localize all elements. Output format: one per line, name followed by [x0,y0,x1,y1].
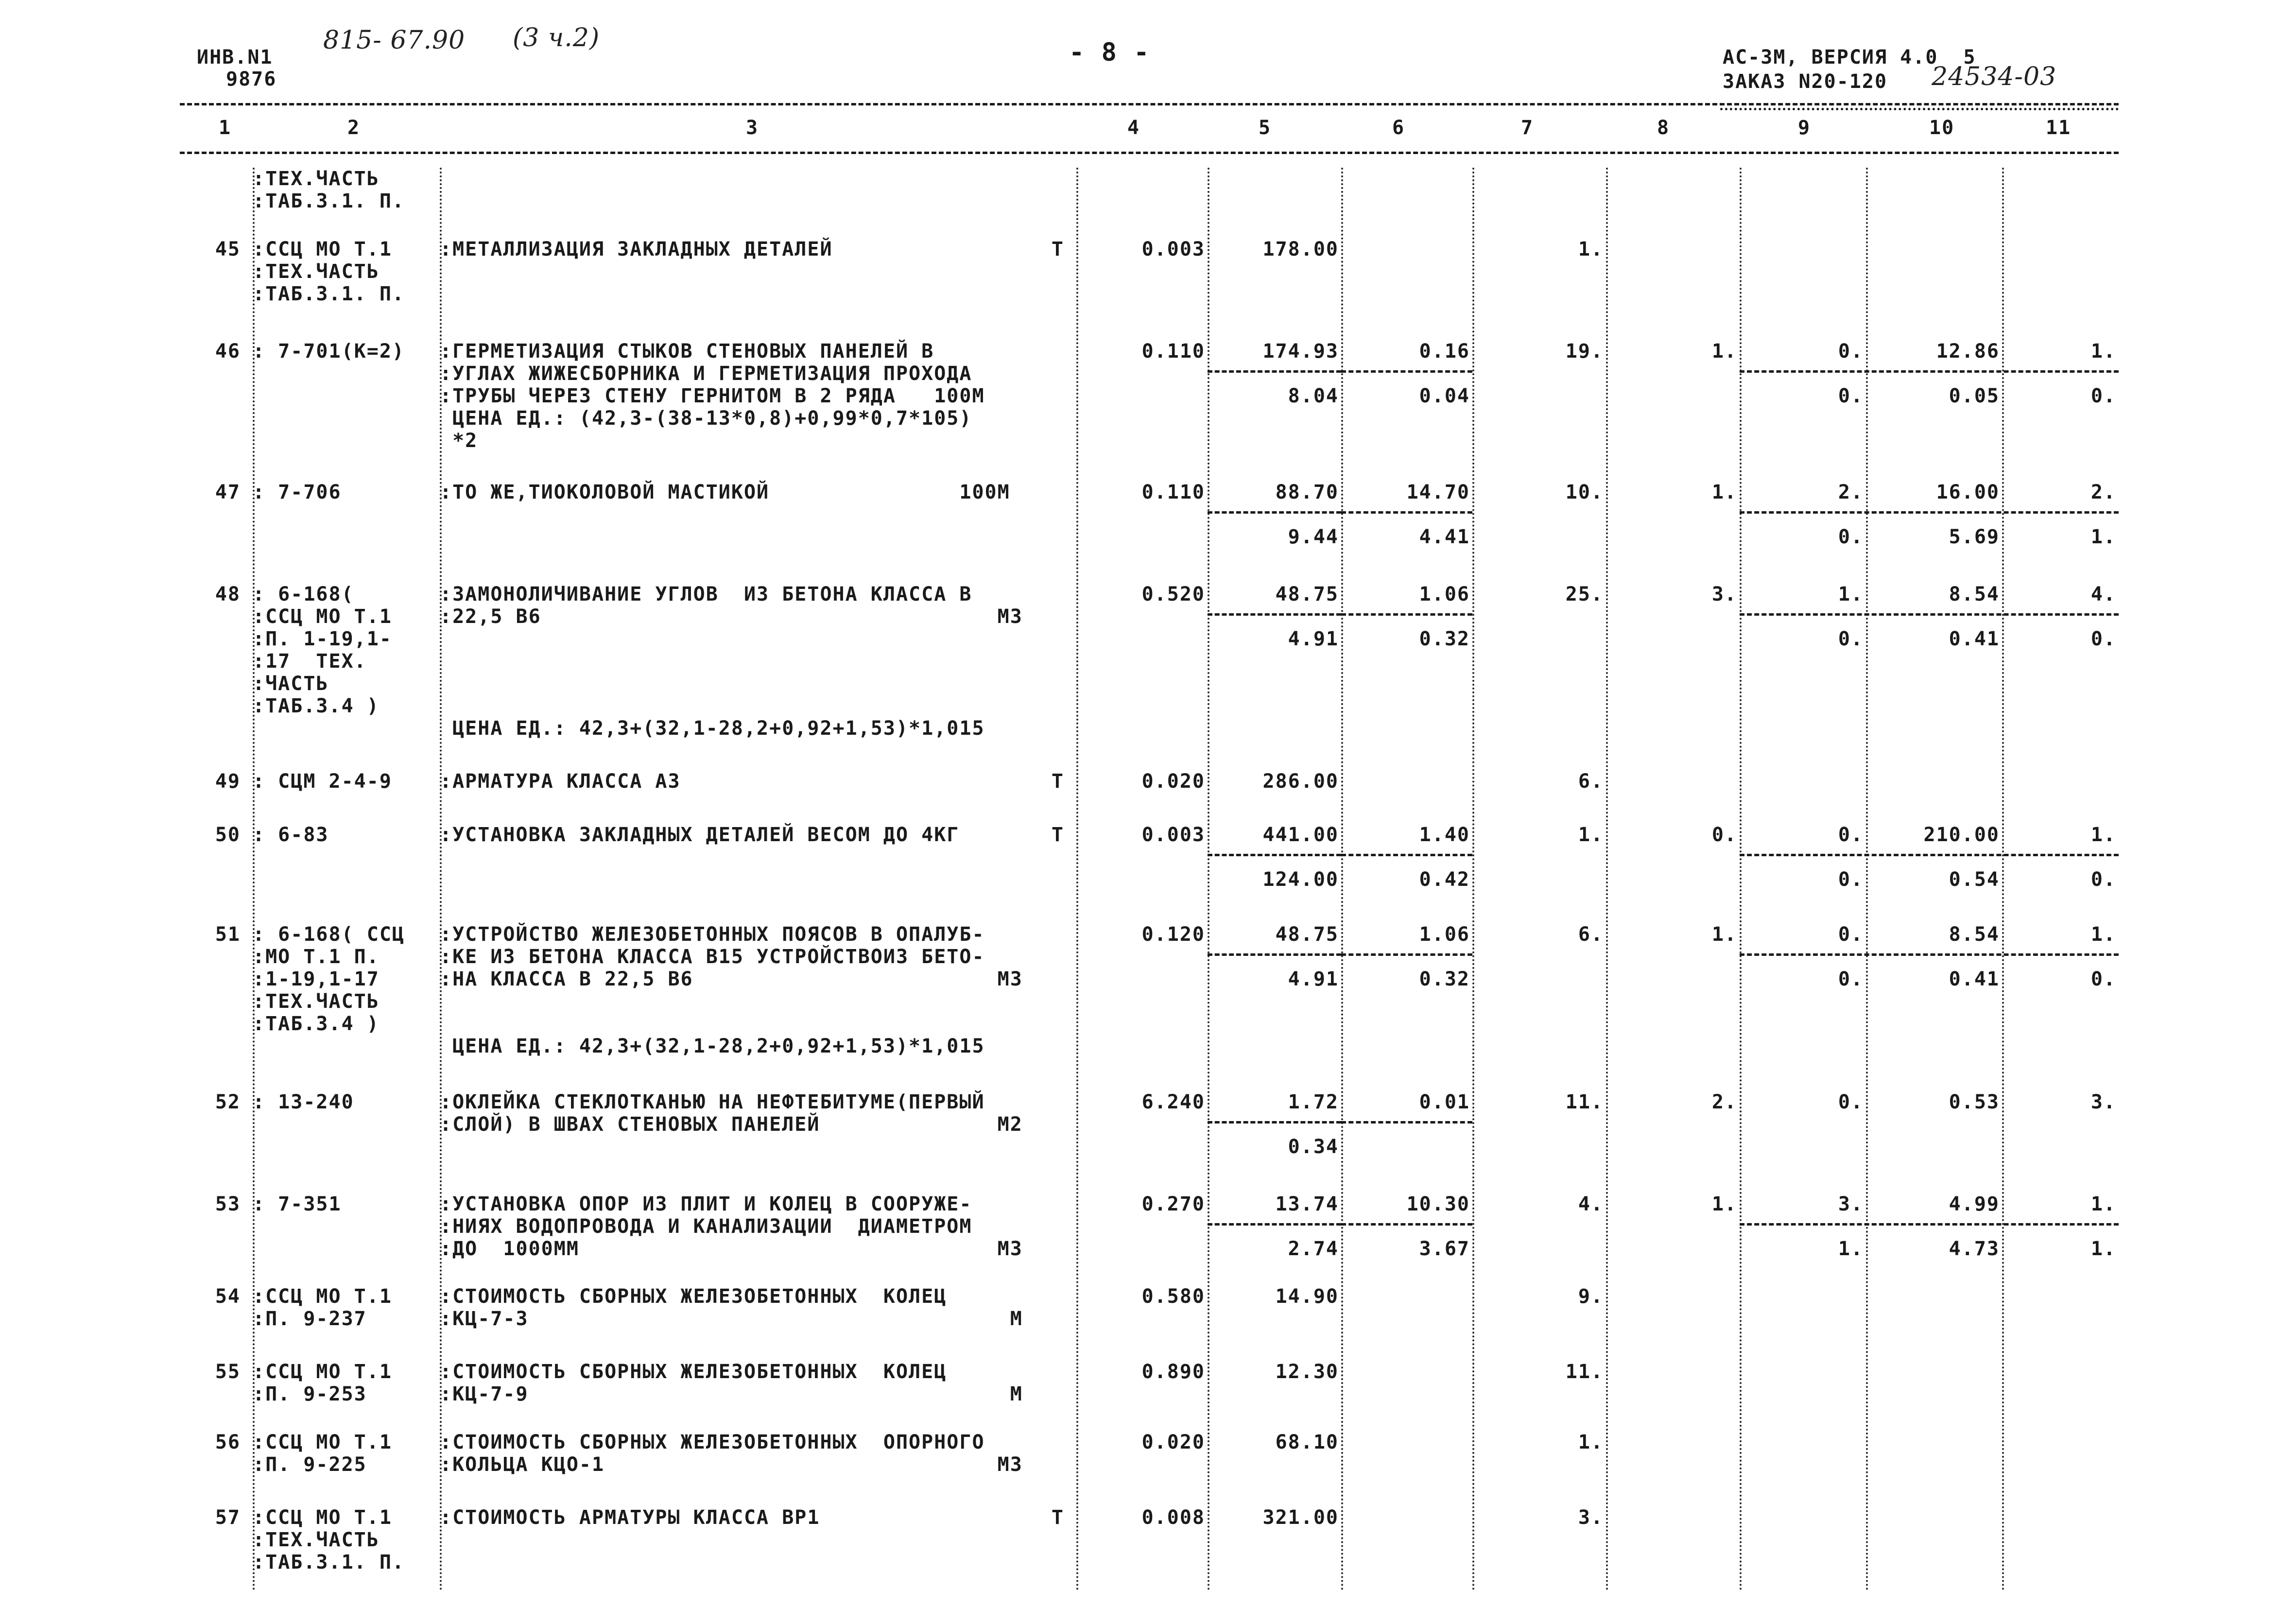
row-unit-price: 12.30 [1275,1361,1339,1383]
row-description: *2 [440,430,478,452]
subtotal-rule [1208,613,1341,616]
row-col9: 0. [1838,923,1864,946]
subtotal-rule [1740,1223,2119,1226]
row-number: 51 [215,923,241,946]
row-machines: 10.30 [1406,1193,1470,1215]
row-machines: 0.01 [1419,1091,1470,1113]
row-description: :22,5 В6 М3 [440,605,1023,628]
row-col11: 1. [2090,340,2116,363]
row-col10-sub: 5.69 [1949,526,2000,548]
row-description: :УСТРОЙСТВО ЖЕЛЕЗОБЕТОННЫХ ПОЯСОВ В ОПАЛУБ- [440,923,985,946]
row-col11: 2. [2090,481,2116,503]
header-rule-top [180,103,2119,105]
row-quantity: 0.003 [1141,824,1205,846]
document-code: 815- 67.90 [323,26,466,55]
row-number: 56 [215,1431,241,1453]
row-code: :ТЕХ.ЧАСТЬ [253,168,380,190]
subtotal-rule [1208,511,1341,514]
row-code: :ТЕХ.ЧАСТЬ [253,990,380,1013]
row-code: :ТАБ.3.1. П. [253,1551,405,1573]
row-machines: 1.06 [1419,583,1470,605]
row-unit-price: 174.93 [1262,340,1339,363]
order-number: 24534-03 [1932,62,2057,91]
document-part: (3 ч.2) [513,23,600,52]
row-quantity: 0.890 [1141,1361,1205,1383]
row-col10: 16.00 [1936,481,2000,503]
row-number: 50 [215,824,241,846]
row-unit-price: 13.74 [1275,1193,1339,1215]
row-col8: 1. [1711,923,1737,946]
row-description: :КЦ-7-9 М [440,1383,1023,1405]
row-code: :ТАБ.3.1. П. [253,283,405,305]
row-quantity: 0.120 [1141,923,1205,946]
row-number: 45 [215,238,241,260]
row-col8: 1. [1711,340,1737,363]
row-col10-sub: 0.41 [1949,628,2000,650]
subtotal-rule [1341,511,1472,514]
subtotal-rule [1208,1223,1341,1226]
row-col11-sub: 1. [2090,1238,2116,1260]
row-col11-sub: 0. [2090,968,2116,990]
row-unit-price-wages: 9.44 [1288,526,1339,548]
subtotal-rule [1208,370,1341,373]
row-code: :1-19,1-17 [253,968,380,990]
row-machines: 0.16 [1419,340,1470,363]
row-col11: 1. [2090,1193,2116,1215]
subtotal-rule [1740,613,2119,616]
row-quantity: 0.270 [1141,1193,1205,1215]
row-col9-sub: 0. [1838,385,1864,407]
subtotal-rule [1341,1223,1472,1226]
row-code: :П. 9-225 [253,1453,367,1476]
subtotal-rule [1740,953,2119,956]
row-col9-sub: 0. [1838,526,1864,548]
row-code: :П. 1-19,1- [253,628,392,650]
row-description: :МЕТАЛЛИЗАЦИЯ ЗАКЛАДНЫХ ДЕТАЛЕЙ [440,238,833,260]
row-total: 1. [1578,824,1604,846]
column-header-1: 1 [219,117,232,139]
row-col10-sub: 0.41 [1949,968,2000,990]
row-machines: 1.40 [1419,824,1470,846]
row-total: 3. [1578,1506,1604,1529]
row-quantity: 0.580 [1141,1285,1205,1308]
row-col8: 1. [1711,1193,1737,1215]
row-unit-price: 321.00 [1262,1506,1339,1529]
row-col10: 210.00 [1923,824,2000,846]
row-description: :СТОИМОСТЬ СБОРНЫХ ЖЕЛЕЗОБЕТОННЫХ КОЛЕЦ [440,1285,947,1308]
row-col9: 3. [1838,1193,1864,1215]
row-col10-sub: 0.54 [1949,868,2000,891]
row-col8: 1. [1711,481,1737,503]
row-total: 11. [1565,1091,1604,1113]
row-code: :ССЦ МО Т.1 [253,1361,392,1383]
row-number: 52 [215,1091,241,1113]
row-total: 25. [1565,583,1604,605]
row-code: : 6-168( [253,583,354,605]
row-unit: Т [1051,824,1064,846]
row-col11-sub: 0. [2090,628,2116,650]
column-header-9: 9 [1798,117,1811,139]
column-header-3: 3 [746,117,759,139]
row-code: :МО Т.1 П. [253,946,380,968]
row-col9: 0. [1838,340,1864,363]
row-total: 1. [1578,238,1604,260]
row-unit-price: 441.00 [1262,824,1339,846]
row-total: 11. [1565,1361,1604,1383]
row-description: :УСТАНОВКА ЗАКЛАДНЫХ ДЕТАЛЕЙ ВЕСОМ ДО 4КГ [440,824,960,846]
row-total: 6. [1578,923,1604,946]
row-number: 49 [215,770,241,793]
row-description: :ТО ЖЕ,ТИОКОЛОВОЙ МАСТИКОЙ 100М [440,481,1010,503]
row-col8: 2. [1711,1091,1737,1113]
row-col9: 0. [1838,824,1864,846]
row-unit-price-wages: 2.74 [1288,1238,1339,1260]
row-description: :ТРУБЫ ЧЕРЕЗ СТЕНУ ГЕРНИТОМ В 2 РЯДА 100М [440,385,985,407]
row-col9: 2. [1838,481,1864,503]
row-code: :ССЦ МО Т.1 [253,1506,392,1529]
row-machines: 1.06 [1419,923,1470,946]
row-col10: 4.99 [1949,1193,2000,1215]
row-code: :ССЦ МО Т.1 [253,1285,392,1308]
page-number: - 8 - [1069,38,1150,67]
row-description: :ЗАМОНОЛИЧИВАНИЕ УГЛОВ ИЗ БЕТОНА КЛАССА В [440,583,972,605]
column-header-4: 4 [1127,117,1140,139]
row-col11-sub: 0. [2090,385,2116,407]
row-quantity: 0.520 [1141,583,1205,605]
row-col9-sub: 1. [1838,1238,1864,1260]
column-header-5: 5 [1259,117,1272,139]
row-number: 48 [215,583,241,605]
row-code: : СЦМ 2-4-9 [253,770,392,793]
row-unit-price-wages: 0.34 [1288,1136,1339,1158]
row-unit-price: 48.75 [1275,923,1339,946]
row-unit-price: 286.00 [1262,770,1339,793]
row-code: : 7-706 [253,481,342,503]
row-description: :ГЕРМЕТИЗАЦИЯ СТЫКОВ СТЕНОВЫХ ПАНЕЛЕЙ В [440,340,934,363]
column-separator [1606,168,1608,1591]
row-unit-price-wages: 4.91 [1288,968,1339,990]
row-total: 19. [1565,340,1604,363]
row-col8: 3. [1711,583,1737,605]
row-code: :ЧАСТЬ [253,673,329,695]
row-description: :КОЛЬЦА КЦО-1 М3 [440,1453,1023,1476]
row-unit-price: 14.90 [1275,1285,1339,1308]
inventory-label: ИНВ.N1 [197,46,273,69]
row-number: 57 [215,1506,241,1529]
row-machines-wages: 0.32 [1419,968,1470,990]
row-col11: 1. [2090,923,2116,946]
row-code: :ТЕХ.ЧАСТЬ [253,1529,380,1551]
row-machines-wages: 0.32 [1419,628,1470,650]
row-unit-price-wages: 4.91 [1288,628,1339,650]
subtotal-rule [1341,953,1472,956]
row-col10: 8.54 [1949,583,2000,605]
row-description: :КЦ-7-3 М [440,1308,1023,1330]
row-code: : 6-168( ССЦ [253,923,405,946]
row-code: :ТАБ.3.4 ) [253,695,380,717]
row-number: 47 [215,481,241,503]
row-quantity: 0.020 [1141,1431,1205,1453]
subtotal-rule [1341,854,1472,856]
column-header-8: 8 [1657,117,1670,139]
row-description: ЦЕНА ЕД.: (42,3-(38-13*0,8)+0,99*0,7*105) [440,407,972,430]
row-description: :СЛОЙ) В ШВАХ СТЕНОВЫХ ПАНЕЛЕЙ М2 [440,1113,1023,1136]
column-header-2: 2 [347,117,361,139]
subtotal-rule [1740,854,2119,856]
row-number: 54 [215,1285,241,1308]
row-unit: Т [1051,1506,1064,1529]
row-unit-price-wages: 124.00 [1262,868,1339,891]
row-description: :СТОИМОСТЬ АРМАТУРЫ КЛАССА ВР1 [440,1506,820,1529]
subtotal-rule [1208,854,1341,856]
header-rule-bottom [180,152,2119,154]
row-col9-sub: 0. [1838,868,1864,891]
row-col10: 12.86 [1936,340,2000,363]
row-code: :17 ТЕХ. [253,650,367,673]
row-description: :ОКЛЕЙКА СТЕКЛОТКАНЬЮ НА НЕФТЕБИТУМЕ(ПЕРВЫЙ [440,1091,985,1113]
row-code: :П. 9-237 [253,1308,367,1330]
row-col10-sub: 4.73 [1949,1238,2000,1260]
row-code: :ССЦ МО Т.1 [253,1431,392,1453]
column-header-10: 10 [1929,117,1955,139]
row-code: :ТАБ.3.4 ) [253,1013,380,1035]
column-header-6: 6 [1392,117,1405,139]
row-description: ЦЕНА ЕД.: 42,3+(32,1-28,2+0,92+1,53)*1,015 [440,717,985,740]
row-machines-wages: 4.41 [1419,526,1470,548]
row-col11-sub: 0. [2090,868,2116,891]
row-quantity: 0.003 [1141,238,1205,260]
row-description: :КЕ ИЗ БЕТОНА КЛАССА В15 УСТРОЙСТВОИЗ БЕТО- [440,946,985,968]
row-col11: 4. [2090,583,2116,605]
row-code: : 7-701(К=2) [253,340,405,363]
row-unit: Т [1051,770,1064,793]
order-label: ЗАКАЗ N20-120 [1723,70,1888,93]
column-header-7: 7 [1521,117,1534,139]
row-description: :УСТАНОВКА ОПОР ИЗ ПЛИТ И КОЛЕЦ В СООРУЖЕ- [440,1193,972,1215]
row-unit-price: 178.00 [1262,238,1339,260]
row-col10: 0.53 [1949,1091,2000,1113]
row-quantity: 0.110 [1141,481,1205,503]
row-unit-price: 1.72 [1288,1091,1339,1113]
row-total: 6. [1578,770,1604,793]
row-code: :ТЕХ.ЧАСТЬ [253,260,380,283]
row-code: : 7-351 [253,1193,342,1215]
row-machines-wages: 0.42 [1419,868,1470,891]
row-description: :СТОИМОСТЬ СБОРНЫХ ЖЕЛЕЗОБЕТОННЫХ КОЛЕЦ [440,1361,947,1383]
subtotal-rule [1740,370,2119,373]
row-total: 9. [1578,1285,1604,1308]
row-col11: 1. [2090,824,2116,846]
row-quantity: 0.008 [1141,1506,1205,1529]
row-unit-price-wages: 8.04 [1288,385,1339,407]
row-number: 55 [215,1361,241,1383]
row-unit: Т [1051,238,1064,260]
row-code: :П. 9-253 [253,1383,367,1405]
row-col11: 3. [2090,1091,2116,1113]
row-col9-sub: 0. [1838,968,1864,990]
row-description: :ДО 1000ММ М3 [440,1238,1023,1260]
row-total: 10. [1565,481,1604,503]
row-number: 46 [215,340,241,363]
row-number: 53 [215,1193,241,1215]
row-col9-sub: 0. [1838,628,1864,650]
row-col9: 0. [1838,1091,1864,1113]
row-machines-wages: 0.04 [1419,385,1470,407]
row-col10: 8.54 [1949,923,2000,946]
row-quantity: 0.110 [1141,340,1205,363]
row-machines-wages: 3.67 [1419,1238,1470,1260]
row-unit-price: 68.10 [1275,1431,1339,1453]
row-description: :СТОИМОСТЬ СБОРНЫХ ЖЕЛЕЗОБЕТОННЫХ ОПОРНОГО [440,1431,985,1453]
row-description: :НА КЛАССА В 22,5 В6 М3 [440,968,1023,990]
row-quantity: 0.020 [1141,770,1205,793]
row-col9: 1. [1838,583,1864,605]
row-code: :ССЦ МО Т.1 [253,238,392,260]
row-description: :УГЛАХ ЖИЖЕСБОРНИКА И ГЕРМЕТИЗАЦИЯ ПРОХОДА [440,363,972,385]
program-version: АС-3М, ВЕРСИЯ 4.0 5 [1723,46,1976,69]
row-col8: 0. [1711,824,1737,846]
subtotal-rule [1341,370,1472,373]
row-description: :АРМАТУРА КЛАССА А3 [440,770,681,793]
row-code: : 6-83 [253,824,329,846]
row-unit-price: 88.70 [1275,481,1339,503]
subtotal-rule [1341,613,1472,616]
row-code: : 13-240 [253,1091,354,1113]
row-code: :ССЦ МО Т.1 [253,605,392,628]
row-unit-price: 48.75 [1275,583,1339,605]
row-description: :НИЯХ ВОДОПРОВОДА И КАНАЛИЗАЦИИ ДИАМЕТРОМ [440,1215,972,1238]
subtotal-rule [1341,1121,1472,1123]
row-code: :ТАБ.3.1. П. [253,190,405,212]
row-quantity: 6.240 [1141,1091,1205,1113]
row-machines: 14.70 [1406,481,1470,503]
row-total: 4. [1578,1193,1604,1215]
subtotal-rule [1208,1121,1341,1123]
row-col10-sub: 0.05 [1949,385,2000,407]
subtotal-rule [1208,953,1341,956]
inventory-number: 9876 [226,68,277,90]
subtotal-rule [1740,511,2119,514]
row-description: ЦЕНА ЕД.: 42,3+(32,1-28,2+0,92+1,53)*1,015 [440,1035,985,1057]
header-rule-order [1720,108,2119,110]
column-header-11: 11 [2046,117,2072,139]
row-col11-sub: 1. [2090,526,2116,548]
row-total: 1. [1578,1431,1604,1453]
